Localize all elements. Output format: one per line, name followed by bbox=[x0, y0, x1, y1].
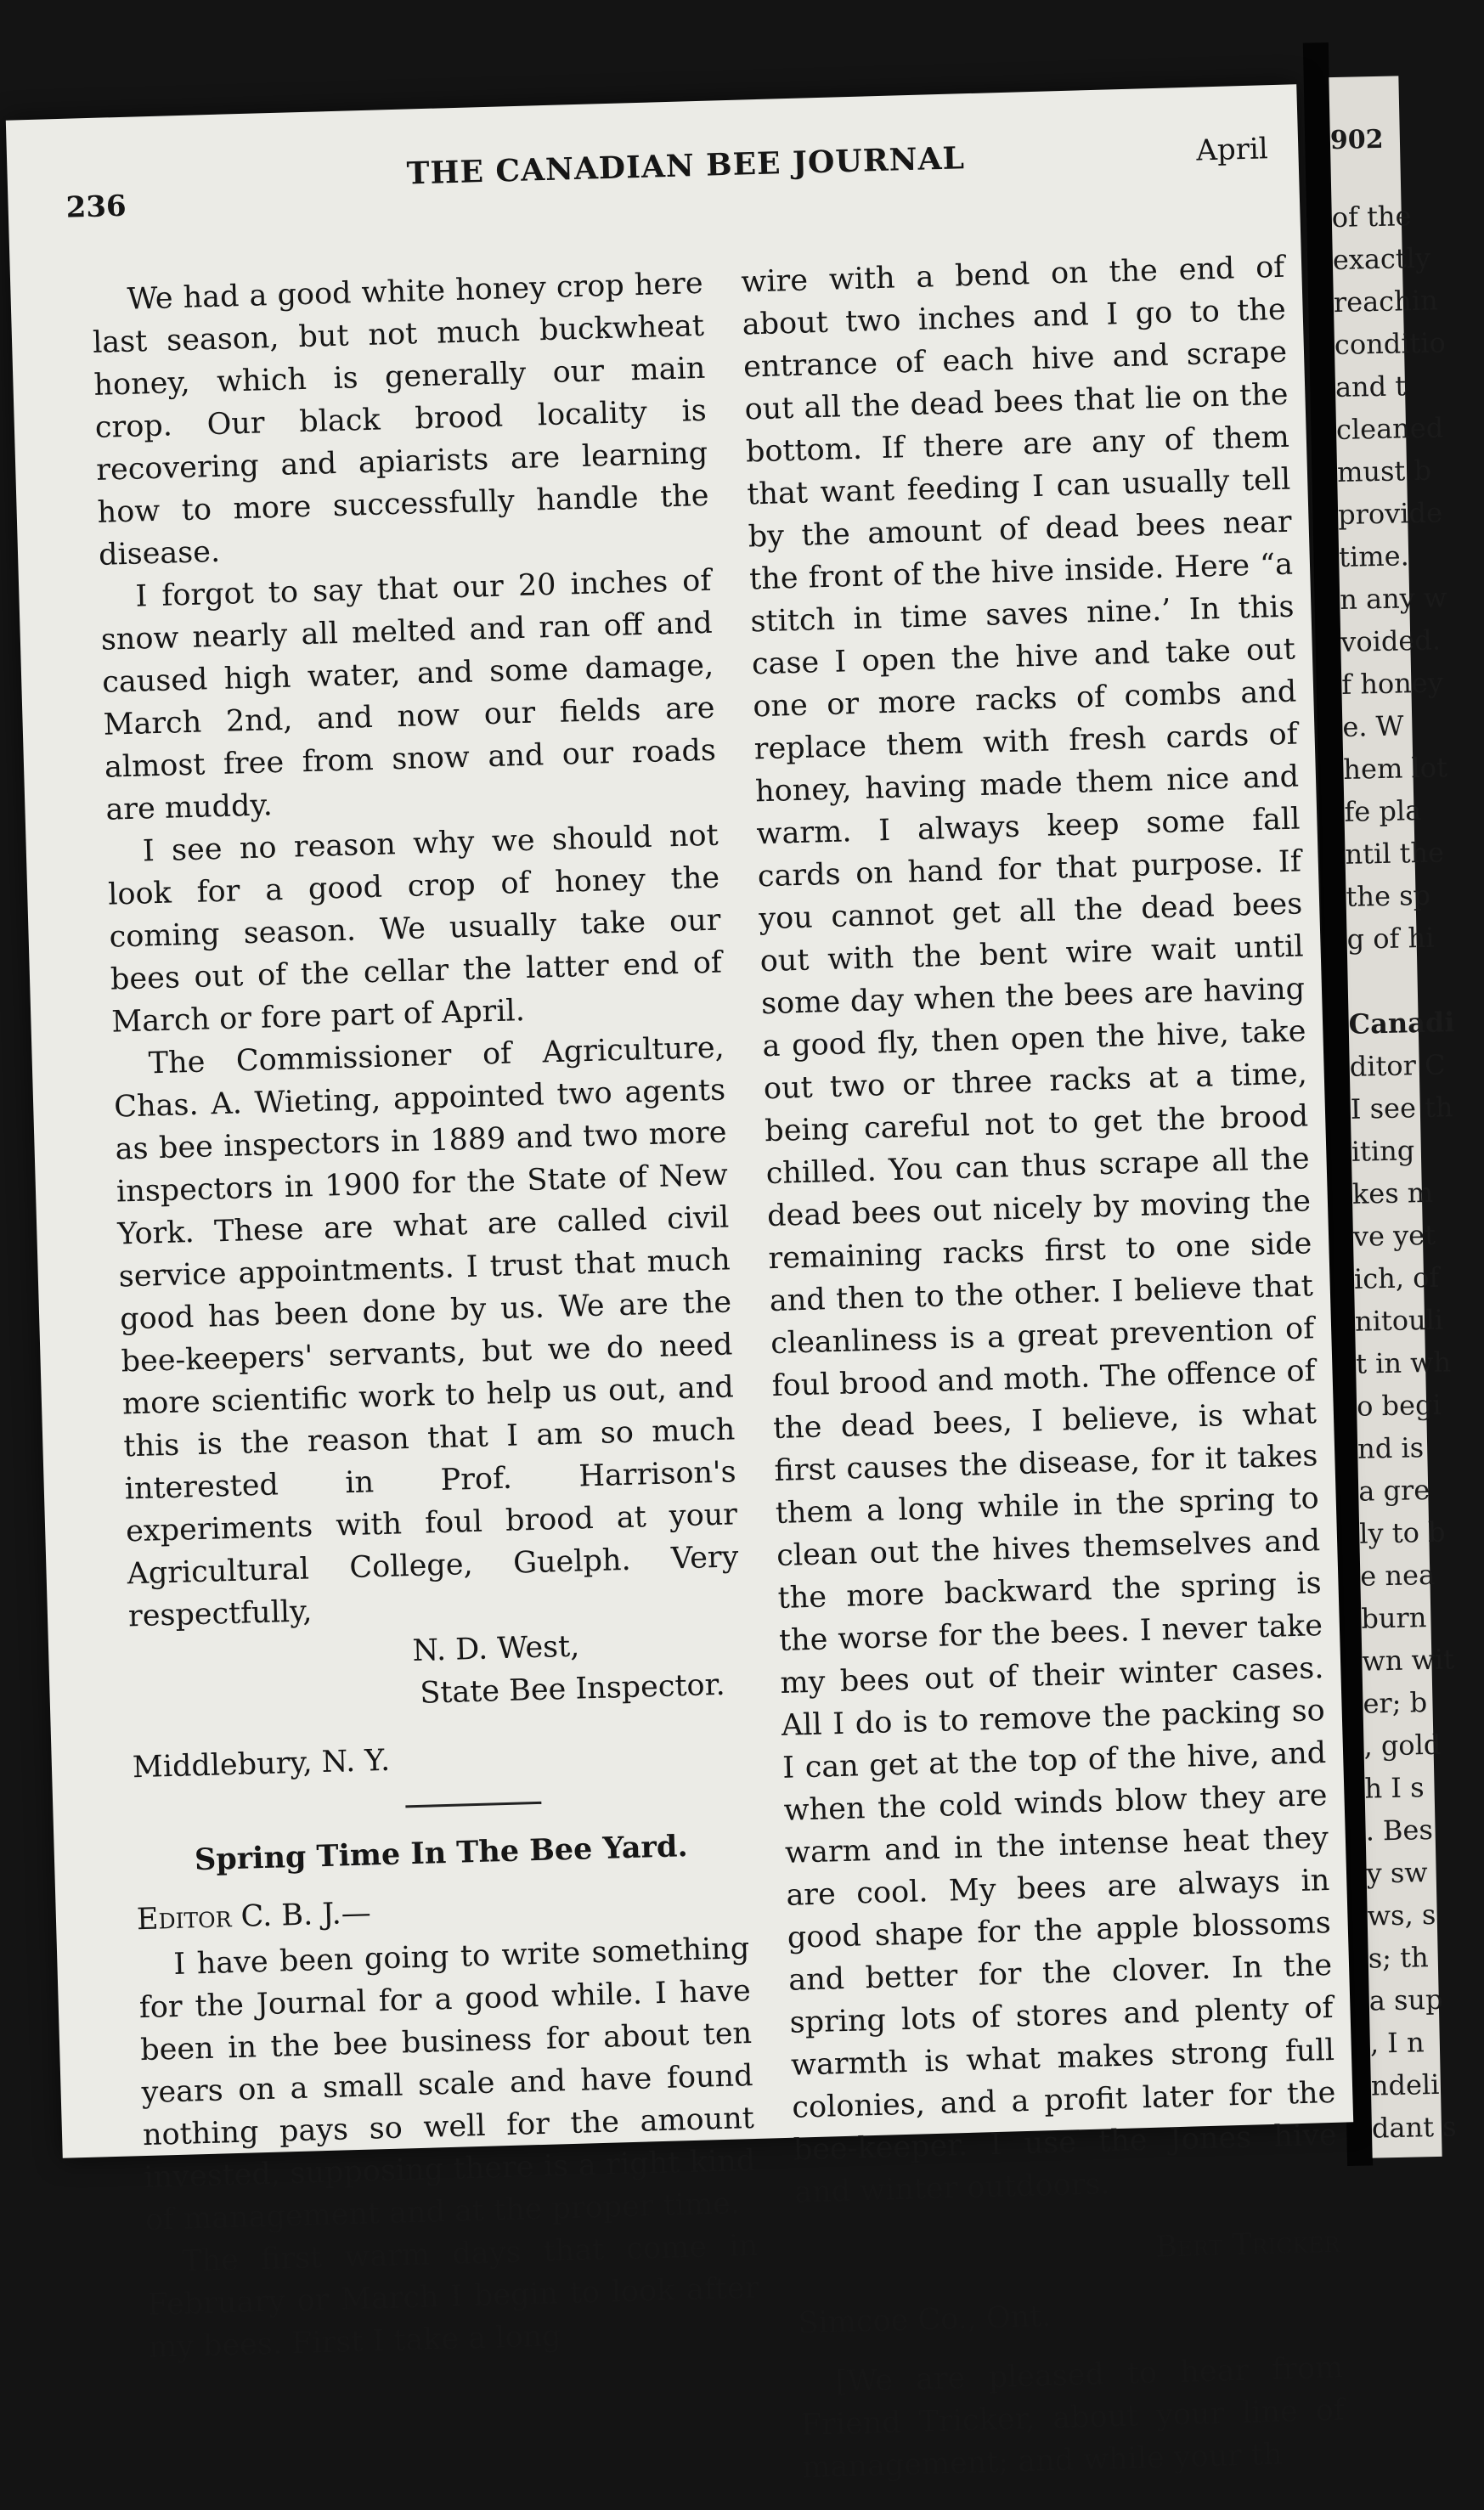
facing-line: reachin bbox=[1333, 284, 1438, 319]
facing-line: and t bbox=[1334, 369, 1407, 404]
editor-note: [We are pleased to hear from Friend Tricker, about your line of management; and while your th bbox=[800, 2350, 1346, 2485]
facing-line: o begi bbox=[1356, 1388, 1442, 1423]
body-paragraph: We had a good white honey crop here last season, but not much buckwheat honey, which is generally our main crop. Our black brood locality is recovering and apiarists are learning how to more successfully handle the disease. bbox=[92, 266, 710, 573]
facing-line: y sw bbox=[1366, 1856, 1429, 1890]
journal-page bbox=[6, 84, 1353, 2485]
facing-line: g of hi bbox=[1346, 921, 1435, 956]
facing-line: ntil the bbox=[1345, 836, 1445, 871]
facing-line: a sup bbox=[1368, 1983, 1443, 2017]
facing-line: ich, of bbox=[1353, 1261, 1440, 1295]
facing-line: hem lot bbox=[1343, 751, 1448, 786]
running-head bbox=[7, 131, 1299, 225]
facing-line: nitouli bbox=[1354, 1303, 1444, 1338]
facing-line: conditio bbox=[1334, 326, 1447, 362]
facing-line: ly to b bbox=[1358, 1515, 1446, 1550]
signature-name: N. D. West, bbox=[412, 1629, 580, 1669]
facing-line: voided. bbox=[1340, 623, 1442, 658]
section-divider bbox=[405, 1802, 541, 1808]
journal-title: THE CANADIAN BEE JOURNAL bbox=[406, 140, 966, 192]
facing-line: provide bbox=[1337, 496, 1443, 532]
facing-line: dant s bbox=[1371, 2110, 1457, 2145]
facing-line: e nea bbox=[1359, 1558, 1436, 1593]
facing-line: time. bbox=[1338, 539, 1410, 573]
body-paragraph: I see no reason why we should not look for a good crop of honey the coming season. We usually take our bees out of the cellar the latter end of March or fore part of April. bbox=[107, 818, 723, 1040]
facing-line: the sp bbox=[1346, 878, 1431, 913]
facing-line: ditor C bbox=[1349, 1048, 1446, 1083]
facing-line: e. W bbox=[1341, 709, 1404, 743]
right-column bbox=[740, 246, 1346, 2485]
facing-line: ve yet bbox=[1352, 1218, 1436, 1253]
author-place: Simcoe Co., Ont. bbox=[798, 2299, 1052, 2341]
facing-line: kes m bbox=[1351, 1176, 1434, 1210]
article-heading: Spring Time In The Bee Yard. bbox=[194, 1829, 689, 1878]
facing-line: exactly bbox=[1332, 241, 1431, 277]
facing-line: iting bbox=[1351, 1134, 1415, 1168]
left-column bbox=[91, 262, 760, 2369]
facing-line: , I n bbox=[1369, 2026, 1425, 2060]
facing-line: ws, s bbox=[1367, 1898, 1436, 1932]
facing-line: , gold bbox=[1363, 1728, 1442, 1763]
facing-line: er; b bbox=[1363, 1686, 1428, 1720]
article-paragraph: I have been going to write something for the Journal for a good while. I have been in the bee business for about ten years on a small scale and have found nothing pays so well for the amount invested, supposing there is a right kind of management and at the proper time. bbox=[138, 1932, 756, 2238]
facing-line: ndeli bbox=[1370, 2067, 1440, 2102]
facing-line bbox=[1347, 958, 1459, 1003]
facing-line: t in wh bbox=[1355, 1345, 1452, 1380]
facing-line: . Bes bbox=[1365, 1813, 1434, 1847]
facing-line: Canadi bbox=[1348, 1006, 1455, 1041]
article-paragraph: The first warm days that come in February or March I begin to look after my bees. First I take a long bbox=[147, 2228, 759, 2366]
facing-line: burn bbox=[1360, 1601, 1427, 1635]
facing-line: a gre bbox=[1357, 1474, 1430, 1508]
facing-line: must b bbox=[1336, 454, 1432, 489]
facing-line: cleaned bbox=[1335, 411, 1444, 447]
article-paragraph: wire with a bend on the end of about two inches and I go to the entrance of each hive and scrape out all the dead bees that lie on the bottom. If there are any of them that want feeding I can usually tell by the amount of dead bees near the front of the hive inside. Here “a stitch in time saves nine.’ In this case I open the hive and take out one or more racks of combs and replace them with fresh cards of honey, having made them nice and warm. I always keep some fall cards on hand for that purpose. If you cannot get all the dead bees out with the bent wire wait until some day when the bees are having a good fly, then open the hive, take out two or three racks at a time, being careful not to get the brood chilled. You can thus scrape all the dead bees out nicely by moving the remaining racks first to one side and then to the other. I believe that cleanliness is a great prevention of foul brood and moth. The offence of the dead bees, I believe, is what first causes the disease, for it takes them a long while in the spring to clean out the hives themselves and the more backward the spring is the worse for the bees. I never take my bees out of their winter cases. All I do is to remove the packing so I can get at the top of the hive, and when the cold winds blow they are warm and in the intense heat they are cool. My bees are always in good shape for the apple blossoms and better for the clover. In the spring lots of stores and plenty of warmth is what makes strong full colonies, and a profit later for the bee-keeper. I use the Jones hive and winter outdoors. bbox=[740, 250, 1338, 2210]
facing-line: nd is bbox=[1357, 1431, 1425, 1465]
facing-line: of the bbox=[1331, 200, 1412, 234]
body-paragraph: I forgot to say that our 20 inches of snow nearly all melted and ran off and caused high water, and some damage, March 2nd, and now our fields are almost free from snow and our roads are muddy. bbox=[100, 563, 717, 827]
facing-page-year: 902 bbox=[1329, 124, 1384, 156]
facing-line: I see th bbox=[1350, 1091, 1453, 1125]
author-signature: Bert Tricker bbox=[1154, 2225, 1340, 2265]
facing-line: fe pla bbox=[1344, 794, 1422, 828]
signature-title: State Bee Inspector. bbox=[419, 1667, 726, 1711]
page-number: 236 bbox=[65, 189, 127, 225]
letter-place: Middlebury, N. Y. bbox=[132, 1743, 391, 1785]
facing-line: f honey bbox=[1340, 666, 1444, 701]
facing-line: h I s bbox=[1364, 1771, 1425, 1805]
facing-line: wn wit bbox=[1362, 1643, 1455, 1678]
salutation: Editor C. B. J.— bbox=[136, 1896, 372, 1937]
body-paragraph: The Commissioner of Agriculture, Chas. A. Wieting, appointed two agents as bee inspectors in 1889 and two more inspectors in 1900 for the State of New York. These are what are called civil service appointments. I trust that much good has been done by us. We are the bee-keepers' servants, but we do need more scientific work to help us out, and this is the reason that I am so much interested in Prof. Harrison's experiments with foul brood at your Agricultural College, Guelph. Very respectfully, bbox=[113, 1030, 739, 1634]
facing-line: n any w bbox=[1339, 581, 1447, 616]
issue-month: April bbox=[1195, 132, 1269, 168]
facing-line: s; th bbox=[1368, 1941, 1429, 1975]
